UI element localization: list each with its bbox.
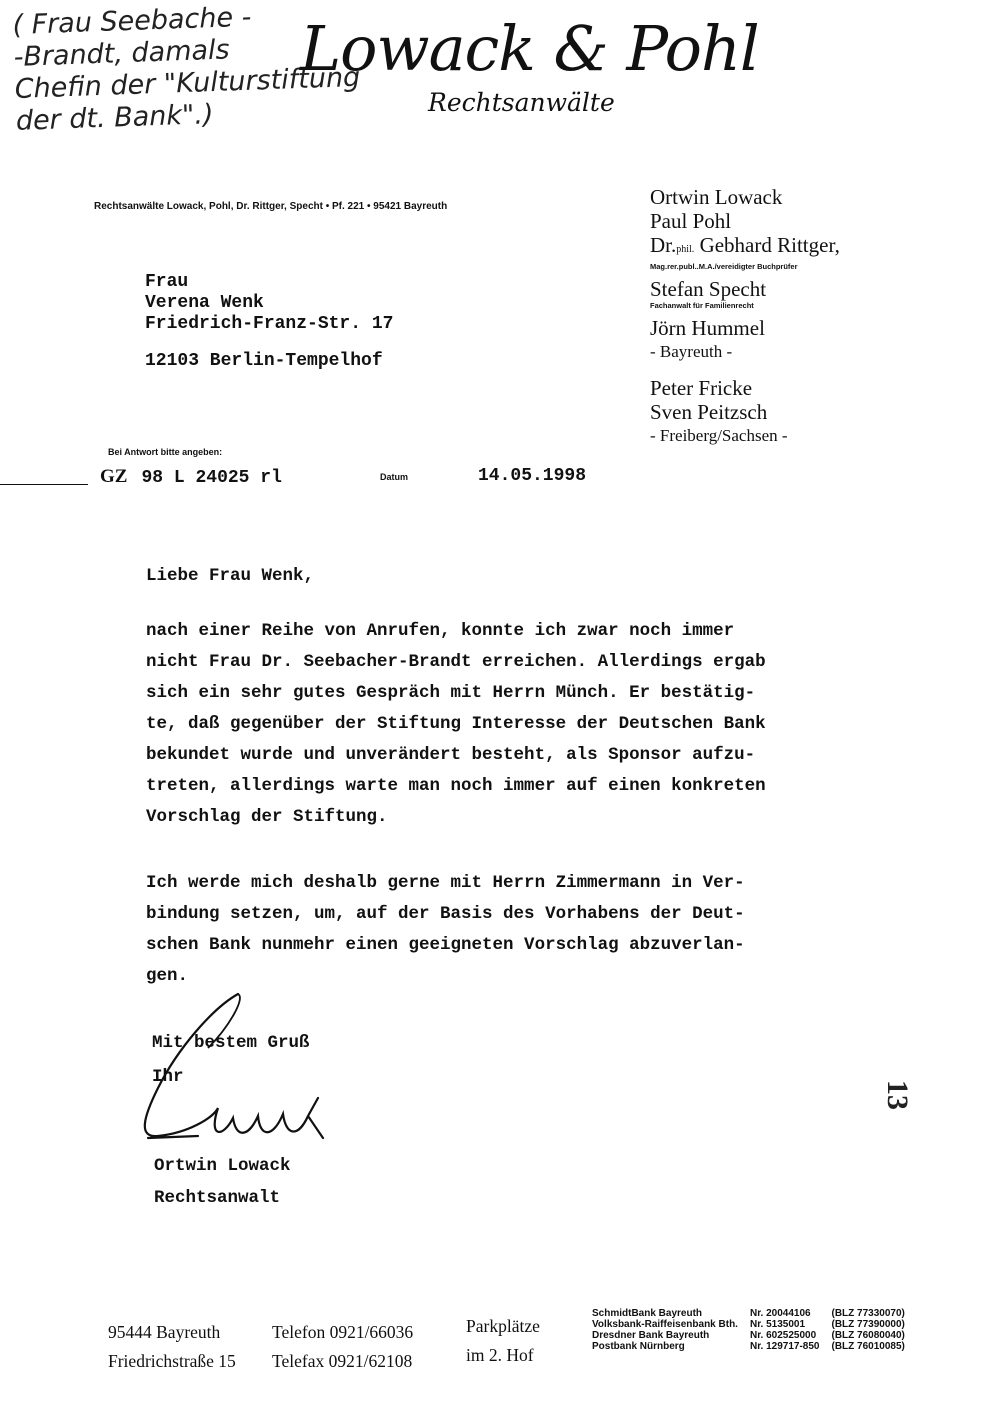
signatory-title: Rechtsanwalt [154, 1188, 281, 1208]
office-location: - Bayreuth - [650, 342, 733, 361]
signatory [154, 1150, 291, 1214]
letter-footer [0, 1300, 984, 1380]
signature-icon [118, 988, 358, 1168]
gz-value: 98 L 24025 rl [141, 468, 282, 488]
date-label: Datum [380, 472, 409, 482]
bank-row: Postbank Nürnberg Nr. 129717-850 (BLZ 76010085) [592, 1341, 905, 1352]
reference-number [100, 466, 282, 488]
letter-date: 14.05.1998 [478, 466, 587, 486]
note-line: -Brandt, damals [13, 34, 231, 73]
closing-line: Ihr [152, 1067, 184, 1087]
firm-logo: Lowack & Pohl [300, 12, 759, 85]
footer-phone: Telefon 0921/66036 Telefax 0921/62108 [272, 1322, 414, 1371]
footer-parking: Parkplätze im 2. Hof [466, 1316, 540, 1365]
bank-row: Dresdner Bank Bayreuth Nr. 602525000 (BLZ 76080040) [592, 1330, 905, 1341]
partner-name: Ortwin Lowack [650, 185, 783, 209]
fold-mark [0, 484, 88, 485]
bank-row: Volksbank-Raiffeisenbank Bth. Nr. 5135001 (BLZ 77390000) [592, 1319, 905, 1330]
note-line: ( Frau Seebache - [12, 1, 252, 41]
recipient-line: 12103 Berlin-Tempelhof [145, 351, 383, 371]
partner-name: Paul Pohl [650, 209, 732, 233]
recipient-line: Friedrich-Franz-Str. 17 [145, 314, 394, 334]
bank-row: SchmidtBank Bayreuth Nr. 20044106 (BLZ 77330070) [592, 1308, 905, 1319]
handwritten-note [12, 0, 361, 138]
reference-label: Bei Antwort bitte angeben: [108, 447, 223, 457]
partner-list [650, 185, 890, 448]
firm-subtitle: Rechtsanwälte [428, 88, 615, 117]
note-line: der dt. Bank".) [15, 99, 214, 137]
partner-name: Sven Peitzsch [650, 400, 768, 424]
closing-line: Mit bestem Gruß [152, 1033, 310, 1053]
partner-name: Peter Fricke [650, 376, 753, 400]
footer-address: 95444 Bayreuth Friedrichstraße 15 [108, 1322, 236, 1371]
body-paragraph: nach einer Reihe von Anrufen, konnte ich zwar noch immer nicht Frau Dr. Seebacher-Brandt erreichen. Allerdings ergab sich ein sehr gutes Gespräch mit Herrn Münch. Er bestätig- te, daß gegenüber der Stiftung Interesse der Deutschen Bank bekundet wurde und unverändert besteht, als Sponsor aufzu- treten, allerdings warte man noch immer auf einen konkreten Vorschlag der Stiftung. [146, 621, 766, 827]
partner-name: Dr.phil. Gebhard Rittger, [650, 233, 840, 257]
margin-stamp: 13 [881, 1080, 914, 1110]
partner-qualification: Mag.rer.publ..M.A./vereidigter Buchprüfer [650, 262, 798, 271]
signatory-name: Ortwin Lowack [154, 1156, 291, 1176]
salutation: Liebe Frau Wenk, [146, 566, 315, 586]
office-location: - Freiberg/Sachsen - [650, 426, 788, 445]
sender-line: Rechtsanwälte Lowack, Pohl, Dr. Rittger, Specht • Pf. 221 • 95421 Bayreuth [94, 201, 448, 212]
recipient-line: Verena Wenk [145, 293, 264, 313]
recipient-line: Frau [145, 272, 189, 292]
body-paragraph: Ich werde mich deshalb gerne mit Herrn Zimmermann in Ver- bindung setzen, um, auf der Basis des Vorhabens der Deut- schen Bank nunmehr einen geeigneten Vorschlag abzuverlan- gen. [146, 873, 745, 986]
gz-label: GZ [100, 466, 128, 487]
partner-name: Stefan Specht [650, 277, 767, 301]
note-line: Chefin der "Kulturstiftung [14, 61, 361, 105]
recipient-address [145, 272, 393, 372]
partner-name: Jörn Hummel [650, 316, 765, 340]
bank-details [592, 1308, 917, 1352]
partner-qualification: Fachanwalt für Familienrecht [650, 301, 754, 310]
